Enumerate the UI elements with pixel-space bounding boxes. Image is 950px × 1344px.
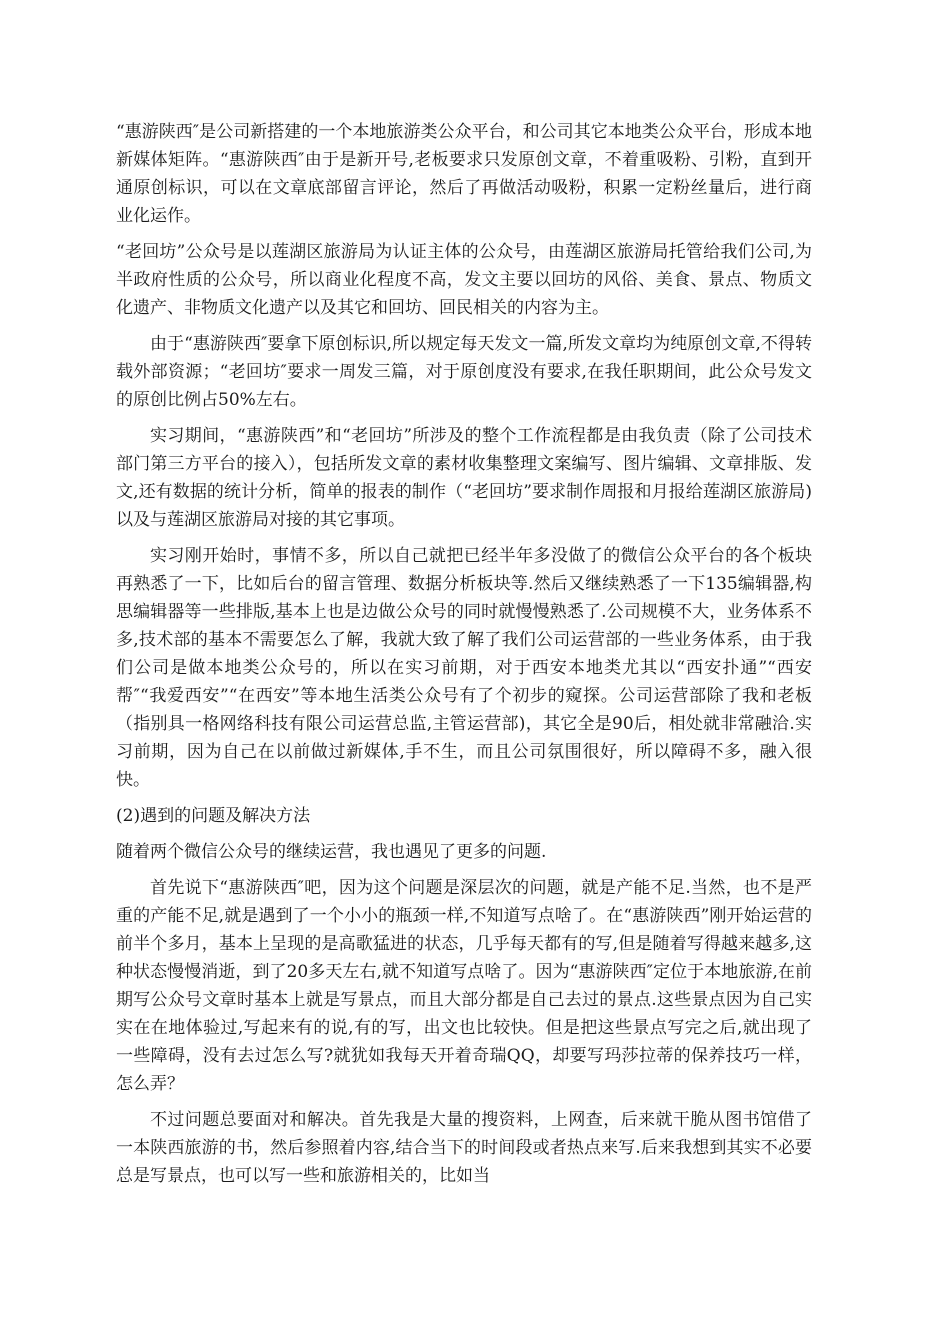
paragraph-capacity-issue: 首先说下“惠游陕西″吧，因为这个问题是深层次的问题，就是产能不足.当然，也不是严重的产能不足,就是遇到了一个小小的瓶颈一样,不知道写点啥了。在“惠游陕西”刚开始运营的前半个多月，基本上呈现的是高歌猛进的状态，几乎每天都有的写,但是随着写得越来越多,这种状态慢慢消逝，到了20多天左右,就不知道写点啥了。因为“惠游陕西″定位于本地旅游,在前期写公众号文章时基本上就是写景点，而且大部分都是自己去过的景点.这些景点因为自己实实在在地体验过,写起来有的说,有的写，出文也比较快。但是把这些景点写完之后,就出现了一些障碍，没有去过怎么写?就犹如我每天开着奇瑞QQ，却要写玛莎拉蒂的保养技巧一样，怎么弄？ bbox=[116, 878, 812, 1094]
paragraph-internship-start: 实习刚开始时，事情不多，所以自己就把已经半年多没做了的微信公众平台的各个板块再熟悉了一下，比如后台的留言管理、数据分析板块等.然后又继续熟悉了一下135编辑器,构思编辑器等一些排版,基本上也是边做公众号的同时就慢慢熟悉了.公司规模不大，业务体系不多,技术部的基本不需要怎么了解，我就大致了解了我们公司运营部的一些业务体系，由于我们公司是做本地类公众号的，所以在实习前期，对于西安本地类尤其以“西安扑通”“西安帮″“我爱西安”“在西安”等本地生活类公众号有了个初步的窥探。公司运营部除了我和老板（指别具一格网络科技有限公司运营总监,主管运营部)，其它全是90后，相处就非常融洽.实习前期，因为自己在以前做过新媒体,手不生，而且公司氛围很好，所以障碍不多，融入很快。 bbox=[116, 546, 812, 790]
document-body bbox=[116, 118, 812, 1198]
paragraph-laohuifang-intro: “老回坊”公众号是以莲湖区旅游局为认证主体的公众号，由莲湖区旅游局托管给我们公司,为半政府性质的公众号，所以商业化程度不高，发文主要以回坊的风俗、美食、景点、物质文化遗产、非物质文化遗产以及其它和回坊、回民相关的内容为主。 bbox=[116, 242, 812, 318]
paragraph-more-problems: 随着两个微信公众号的继续运营，我也遇见了更多的问题. bbox=[116, 842, 547, 862]
paragraph-publishing-rules: 由于“惠游陕西″要拿下原创标识,所以规定每天发文一篇,所发文章均为纯原创文章,不得转载外部资源；“老回坊″要求一周发三篇，对于原创度没有要求,在我任职期间，此公众号发文的原创比例占50%左右。 bbox=[116, 334, 812, 410]
paragraph-workflow: 实习期间，“惠游陕西”和“老回坊”所涉及的整个工作流程都是由我负责（除了公司技术部门第三方平台的接入），包括所发文章的素材收集整理文案编写、图片编辑、文章排版、发文,还有数据的统计分析，简单的报表的制作（“老回坊”要求制作周报和月报给莲湖区旅游局)以及与莲湖区旅游局对接的其它事项。 bbox=[116, 426, 812, 530]
paragraph-huiyou-intro: “惠游陕西″是公司新搭建的一个本地旅游类公众平台，和公司其它本地类公众平台，形成本地新媒体矩阵。“惠游陕西″由于是新开号,老板要求只发原创文章，不着重吸粉、引粉，直到开通原创标识，可以在文章底部留言评论，然后了再做活动吸粉，积累一定粉丝量后，进行商业化运作。 bbox=[116, 122, 812, 226]
section-heading-problems: (2)遇到的问题及解决方法 bbox=[116, 806, 311, 826]
paragraph-solution: 不过问题总要面对和解决。首先我是大量的搜资料，上网查，后来就干脆从图书馆借了一本陕西旅游的书，然后参照着内容,结合当下的时间段或者热点来写.后来我想到其实不必要总是写景点，也可以写一些和旅游相关的，比如当 bbox=[116, 1110, 812, 1186]
